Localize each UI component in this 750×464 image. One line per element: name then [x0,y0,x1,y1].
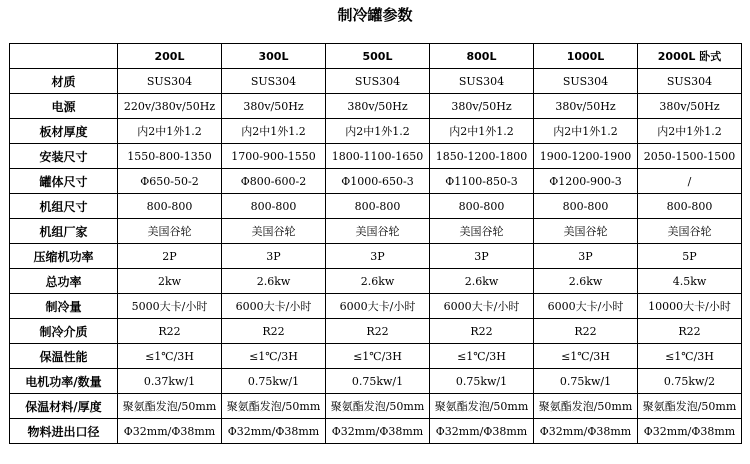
column-header: 200L [118,44,222,69]
table-cell: 美国谷轮 [430,219,534,244]
page-title: 制冷罐参数 [337,6,413,24]
table-cell: 380v/50Hz [534,94,638,119]
table-cell: 380v/50Hz [326,94,430,119]
table-cell: ≤1℃/3H [534,344,638,369]
table-cell: 内2中1外1.2 [222,119,326,144]
table-cell: 2kw [118,269,222,294]
table-cell: ≤1℃/3H [222,344,326,369]
table-cell: ≤1℃/3H [118,344,222,369]
table-cell: 5P [638,244,742,269]
table-cell: 内2中1外1.2 [638,119,742,144]
table-row [10,269,742,294]
table-cell: 美国谷轮 [534,219,638,244]
table-cell: SUS304 [118,69,222,94]
column-header: 800L [430,44,534,69]
table-cell: 0.75kw/1 [430,369,534,394]
table-cell: Φ32mm/Φ38mm [534,419,638,444]
table-cell: 800-800 [534,194,638,219]
row-label: 电机功率/数量 [10,369,118,394]
table-cell: R22 [638,319,742,344]
table-cell: 聚氨酯发泡/50mm [534,394,638,419]
column-header: 1000L [534,44,638,69]
row-label: 保温性能 [10,344,118,369]
table-cell: Φ32mm/Φ38mm [638,419,742,444]
table-cell: 380v/50Hz [222,94,326,119]
table-cell: 380v/50Hz [638,94,742,119]
header-corner-cell [10,44,118,69]
table-cell: 800-800 [222,194,326,219]
table-cell: 1550-800-1350 [118,144,222,169]
row-label: 材质 [10,69,118,94]
spec-table [9,43,742,444]
table-cell: 内2中1外1.2 [430,119,534,144]
row-label: 物料进出口径 [10,419,118,444]
table-row [10,119,742,144]
table-cell: Φ32mm/Φ38mm [430,419,534,444]
column-header: 2000L 卧式 [638,44,742,69]
row-label: 保温材料/厚度 [10,394,118,419]
table-cell: 3P [430,244,534,269]
column-header: 300L [222,44,326,69]
table-cell: 0.75kw/1 [534,369,638,394]
table-cell: 4.5kw [638,269,742,294]
table-cell: 800-800 [638,194,742,219]
table-cell: 6000大卡/小时 [326,294,430,319]
table-cell: 6000大卡/小时 [222,294,326,319]
table-cell: 内2中1外1.2 [534,119,638,144]
table-cell: Φ32mm/Φ38mm [222,419,326,444]
table-cell: 聚氨酯发泡/50mm [638,394,742,419]
table-cell: Φ800-600-2 [222,169,326,194]
table-cell: 2.6kw [326,269,430,294]
table-cell: 聚氨酯发泡/50mm [222,394,326,419]
table-cell: 2.6kw [534,269,638,294]
table-row [10,394,742,419]
table-cell: R22 [534,319,638,344]
table-cell: 内2中1外1.2 [326,119,430,144]
table-cell: Φ1000-650-3 [326,169,430,194]
table-row [10,419,742,444]
table-cell: 3P [222,244,326,269]
table-cell: R22 [430,319,534,344]
table-cell: R22 [118,319,222,344]
table-cell: 220v/380v/50Hz [118,94,222,119]
row-label: 板材厚度 [10,119,118,144]
table-cell: ≤1℃/3H [638,344,742,369]
table-row [10,69,742,94]
table-cell: 10000大卡/小时 [638,294,742,319]
table-cell: 美国谷轮 [638,219,742,244]
table-row [10,144,742,169]
table-row [10,94,742,119]
table-cell: SUS304 [534,69,638,94]
table-cell: 800-800 [326,194,430,219]
table-row [10,294,742,319]
row-label: 制冷介质 [10,319,118,344]
table-cell: SUS304 [326,69,430,94]
table-row [10,219,742,244]
table-row [10,194,742,219]
table-cell: R22 [222,319,326,344]
row-label: 制冷量 [10,294,118,319]
row-label: 安装尺寸 [10,144,118,169]
table-cell: SUS304 [638,69,742,94]
column-header: 500L [326,44,430,69]
table-cell: 1700-900-1550 [222,144,326,169]
table-cell: 1900-1200-1900 [534,144,638,169]
table-cell: Φ1100-850-3 [430,169,534,194]
table-cell: 美国谷轮 [222,219,326,244]
table-row [10,344,742,369]
table-cell: 5000大卡/小时 [118,294,222,319]
table-cell: 0.37kw/1 [118,369,222,394]
table-cell: 聚氨酯发泡/50mm [326,394,430,419]
table-cell: 3P [534,244,638,269]
row-label: 机组尺寸 [10,194,118,219]
table-cell: 1800-1100-1650 [326,144,430,169]
table-cell: 800-800 [118,194,222,219]
table-cell: 2.6kw [222,269,326,294]
row-label: 机组厂家 [10,219,118,244]
row-label: 罐体尺寸 [10,169,118,194]
table-cell: 美国谷轮 [118,219,222,244]
row-label: 电源 [10,94,118,119]
table-cell: 6000大卡/小时 [534,294,638,319]
table-cell: 聚氨酯发泡/50mm [430,394,534,419]
table-cell: 内2中1外1.2 [118,119,222,144]
row-label: 总功率 [10,269,118,294]
table-cell: ≤1℃/3H [326,344,430,369]
table-cell: 6000大卡/小时 [430,294,534,319]
row-label: 压缩机功率 [10,244,118,269]
table-cell: SUS304 [430,69,534,94]
table-cell: ≤1℃/3H [430,344,534,369]
table-cell: Φ650-50-2 [118,169,222,194]
table-row [10,244,742,269]
table-cell: R22 [326,319,430,344]
table-cell: SUS304 [222,69,326,94]
table-cell: 2050-1500-1500 [638,144,742,169]
table-header-row [10,44,742,69]
table-row [10,169,742,194]
table-cell: 380v/50Hz [430,94,534,119]
table-cell: 2P [118,244,222,269]
table-cell: / [638,169,742,194]
table-cell: 0.75kw/2 [638,369,742,394]
table-cell: Φ32mm/Φ38mm [118,419,222,444]
table-cell: 0.75kw/1 [222,369,326,394]
table-cell: 3P [326,244,430,269]
table-cell: 美国谷轮 [326,219,430,244]
table-cell: 1850-1200-1800 [430,144,534,169]
table-cell: 2.6kw [430,269,534,294]
table-row [10,369,742,394]
table-cell: Φ1200-900-3 [534,169,638,194]
table-row [10,319,742,344]
table-cell: Φ32mm/Φ38mm [326,419,430,444]
table-cell: 800-800 [430,194,534,219]
table-cell: 0.75kw/1 [326,369,430,394]
table-cell: 聚氨酯发泡/50mm [118,394,222,419]
